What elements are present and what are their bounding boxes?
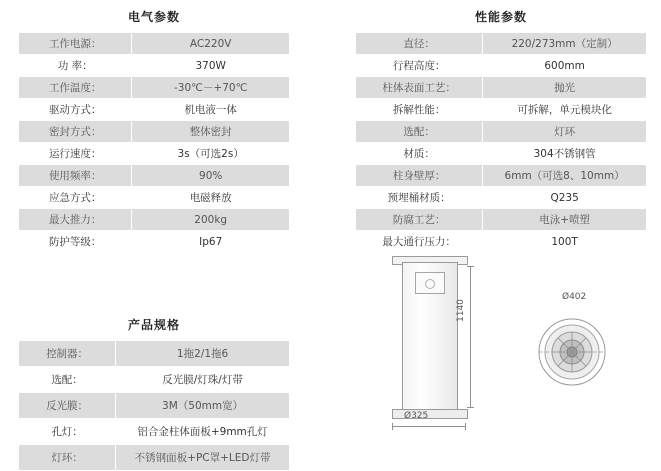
top-view-dimension-label: Ø402 — [562, 292, 587, 302]
table-row — [356, 77, 647, 99]
row-value: -30℃－+70℃ — [132, 77, 290, 99]
table-row — [356, 33, 647, 55]
row-value: 电磁释放 — [132, 187, 290, 209]
height-dimension-label: 1140 — [456, 299, 466, 322]
product-specification-table — [18, 340, 290, 471]
row-key: 孔灯： — [19, 419, 116, 445]
row-key: 材质： — [356, 143, 483, 165]
row-key: 直径： — [356, 33, 483, 55]
row-value: 灯环 — [483, 121, 647, 143]
table-row — [356, 55, 647, 77]
row-key: 运行速度： — [19, 143, 132, 165]
row-key: 使用频率： — [19, 165, 132, 187]
bollard-access-panel — [415, 272, 445, 294]
table-row — [19, 77, 290, 99]
row-key: 防护等级： — [19, 231, 132, 253]
row-key: 密封方式： — [19, 121, 132, 143]
row-key: 功 率： — [19, 55, 132, 77]
row-value: 1拖2/1拖6 — [116, 341, 290, 367]
row-key: 工作温度： — [19, 77, 132, 99]
row-key: 最大推力： — [19, 209, 132, 231]
product-specification-panel — [18, 316, 290, 471]
table-row — [356, 121, 647, 143]
width-dimension-label: Ø325 — [404, 411, 429, 421]
row-value: 90% — [132, 165, 290, 187]
row-value: 抛光 — [483, 77, 647, 99]
table-row — [19, 445, 290, 471]
table-row — [19, 187, 290, 209]
row-value: 反光膜/灯珠/灯带 — [116, 367, 290, 393]
row-key: 控制器： — [19, 341, 116, 367]
table-row — [19, 33, 290, 55]
row-key: 反光膜： — [19, 393, 116, 419]
row-key: 柱体表面工艺： — [356, 77, 483, 99]
row-value: 370W — [132, 55, 290, 77]
bollard-top-view — [528, 308, 616, 396]
table-row — [19, 419, 290, 445]
row-value: 整体密封 — [132, 121, 290, 143]
table-row — [19, 143, 290, 165]
row-key: 驱动方式： — [19, 99, 132, 121]
row-value: 可拆解，单元模块化 — [483, 99, 647, 121]
table-row — [19, 341, 290, 367]
table-row — [356, 187, 647, 209]
table-row — [19, 209, 290, 231]
table-row — [19, 367, 290, 393]
row-value: 3s（可选2s） — [132, 143, 290, 165]
row-key: 选配： — [356, 121, 483, 143]
row-value: 304不锈钢管 — [483, 143, 647, 165]
table-row — [19, 393, 290, 419]
technical-drawing — [352, 248, 652, 448]
table-row — [356, 143, 647, 165]
row-value: 不锈钢面板+PC罩+LED灯带 — [116, 445, 290, 471]
row-key: 柱身壁厚： — [356, 165, 483, 187]
electrical-parameters-panel — [18, 8, 290, 253]
table-row — [19, 121, 290, 143]
product-specification-title: 产品规格 — [127, 318, 180, 332]
table-row — [19, 55, 290, 77]
row-value: 600mm — [483, 55, 647, 77]
table-row — [19, 99, 290, 121]
row-value: 铝合金柱体面板+9mm孔灯 — [116, 419, 290, 445]
performance-parameters-title: 性能参数 — [474, 10, 527, 24]
row-value: 6mm（可选8、10mm） — [483, 165, 647, 187]
row-value: Q235 — [483, 187, 647, 209]
row-value: 200kg — [132, 209, 290, 231]
electrical-parameters-table — [18, 32, 290, 253]
table-row — [19, 231, 290, 253]
row-value: 100T — [483, 231, 647, 253]
electrical-parameters-title: 电气参数 — [127, 10, 180, 24]
row-key: 选配： — [19, 367, 116, 393]
height-dimension-line — [470, 266, 471, 408]
row-key: 防腐工艺： — [356, 209, 483, 231]
row-value: 电泳+喷塑 — [483, 209, 647, 231]
row-key: 拆解性能： — [356, 99, 483, 121]
table-row — [356, 99, 647, 121]
row-key: 工作电源： — [19, 33, 132, 55]
row-key: 行程高度： — [356, 55, 483, 77]
width-dimension-line — [392, 426, 466, 427]
table-row — [19, 165, 290, 187]
bollard-lock-icon — [425, 279, 435, 289]
table-row — [356, 209, 647, 231]
table-row — [356, 165, 647, 187]
row-value: 220/273mm（定制） — [483, 33, 647, 55]
row-key: 预埋桶材质： — [356, 187, 483, 209]
performance-parameters-panel — [355, 8, 647, 253]
row-value: 机电液一体 — [132, 99, 290, 121]
row-key: 最大通行压力： — [356, 231, 483, 253]
row-value: AC220V — [132, 33, 290, 55]
row-value: 3M（50mm宽） — [116, 393, 290, 419]
row-key: 应急方式： — [19, 187, 132, 209]
performance-parameters-table — [355, 32, 647, 253]
row-key: 灯环： — [19, 445, 116, 471]
row-value: Ip67 — [132, 231, 290, 253]
